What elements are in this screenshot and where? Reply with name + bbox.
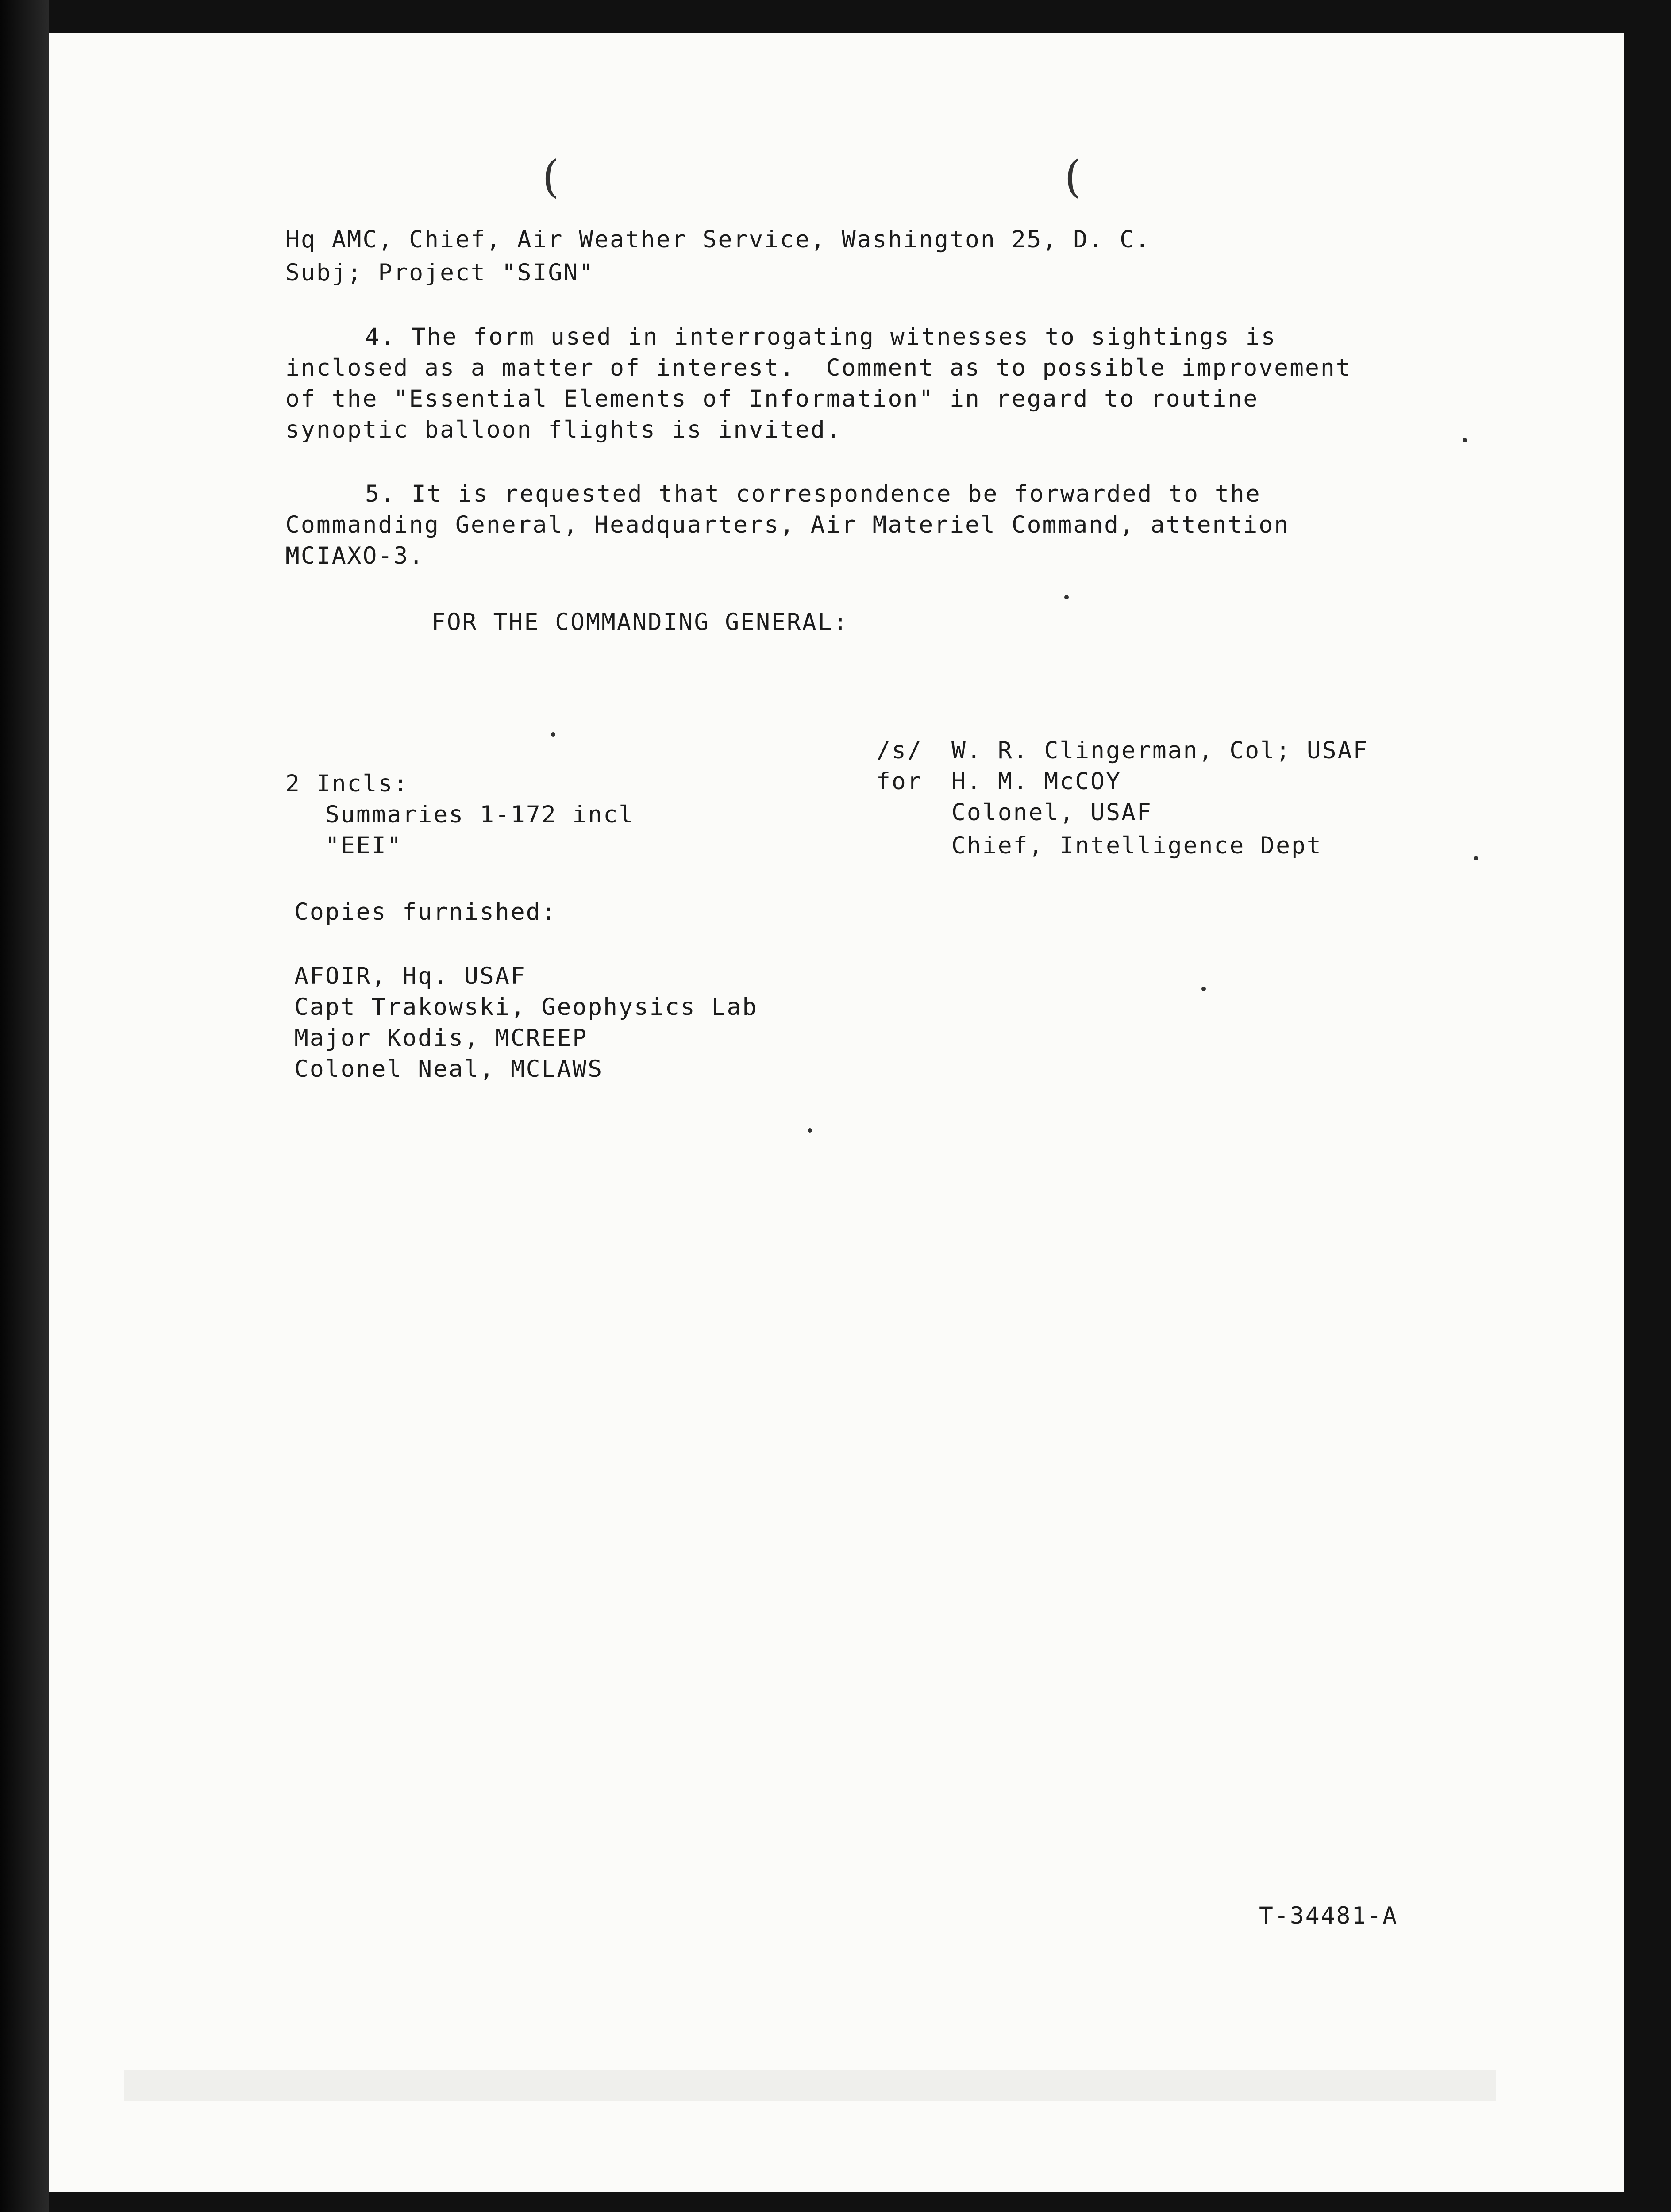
signature-rank: Colonel, USAF [951, 799, 1152, 826]
copy-recipient: AFOIR, Hq. USAF [294, 963, 526, 990]
addressee-line: Hq AMC, Chief, Air Weather Service, Washington 25, D. C. [285, 226, 1151, 253]
scan-speck [808, 1128, 812, 1133]
scan-speck [1474, 856, 1478, 860]
paragraph-4-line-4: synoptic balloon flights is invited. [285, 416, 842, 443]
signature-name: H. M. McCOY [951, 768, 1121, 795]
signed-prefix: /s/ [876, 737, 923, 764]
paragraph-4-line-1: 4. The form used in interrogating witnesses to sightings is [365, 323, 1277, 350]
inclosure-item: Summaries 1-172 incl [325, 801, 635, 828]
copy-recipient: Colonel Neal, MCLAWS [294, 1056, 604, 1083]
inclosure-item: "EEI" [325, 832, 403, 859]
for-prefix: for [876, 768, 923, 795]
signer-line: W. R. Clingerman, Col; USAF [951, 737, 1369, 764]
scan-speck [1201, 987, 1206, 991]
page-bottom-shadow [124, 2070, 1496, 2101]
inclosures-heading: 2 Incls: [285, 770, 409, 797]
paragraph-5-line-2: Commanding General, Headquarters, Air Materiel Command, attention [285, 511, 1290, 538]
copies-heading: Copies furnished: [294, 899, 557, 926]
scan-speck [551, 732, 555, 737]
document-number: T-34481-A [1259, 1902, 1398, 1929]
punch-mark-left: ( [542, 151, 560, 203]
paragraph-5-line-1: 5. It is requested that correspondence be forwarded to the [365, 480, 1261, 507]
signature-title: Chief, Intelligence Dept [951, 832, 1322, 859]
copy-recipient: Major Kodis, MCREEP [294, 1025, 588, 1052]
paragraph-4-line-3: of the "Essential Elements of Information" in regard to routine [285, 385, 1259, 412]
copy-recipient: Capt Trakowski, Geophysics Lab [294, 994, 758, 1021]
paragraph-4-line-2: inclosed as a matter of interest. Comment as to possible improvement [285, 354, 1351, 381]
film-edge [0, 0, 49, 2212]
paragraph-5-line-3: MCIAXO-3. [285, 542, 425, 569]
punch-mark-right: ( [1064, 151, 1082, 203]
closing-line: FOR THE COMMANDING GENERAL: [431, 609, 849, 636]
scan-speck [1463, 438, 1467, 442]
scan-speck [1064, 595, 1069, 599]
subject-line: Subj; Project "SIGN" [285, 259, 595, 286]
